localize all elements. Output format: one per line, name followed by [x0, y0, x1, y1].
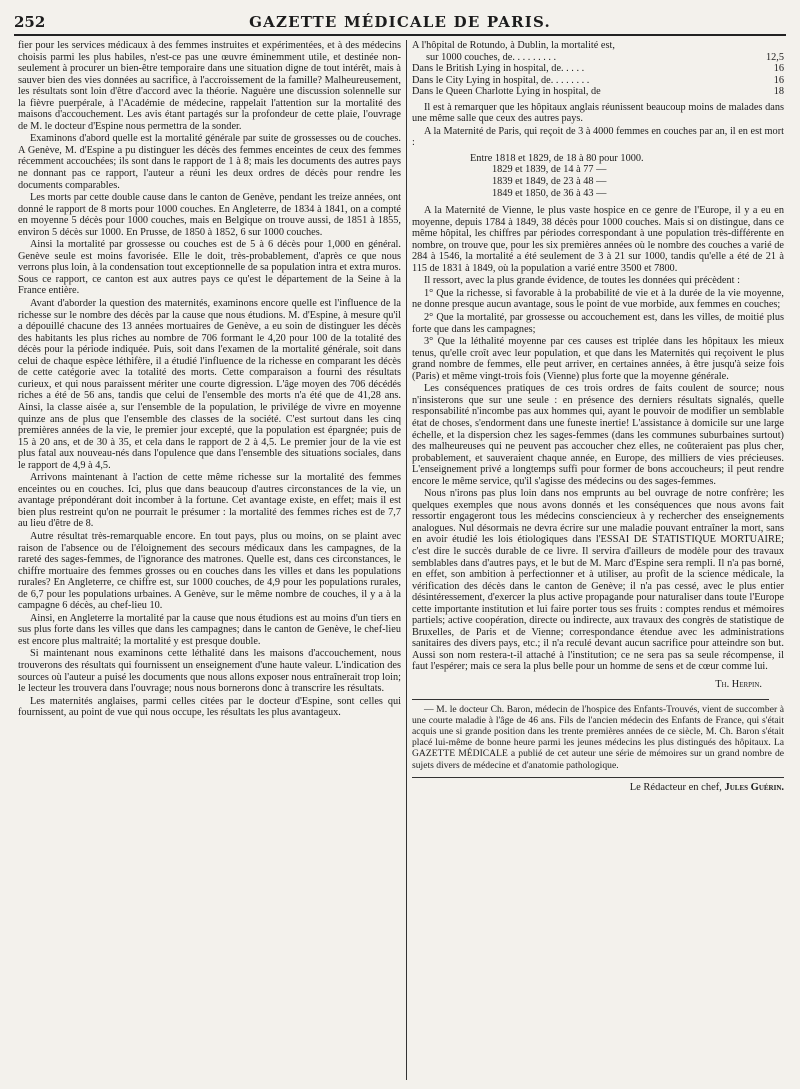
- paragraph: fier pour les services médicaux à des femmes instruites et expérimentées, et à des médecins choisis parmi les plus habiles, n'est-ce pas une œuvre éminemment utile, et destinée non-seulement à procurer un bien-être temporaire dans une situation digne de tout intérêt, mais à sauver bien des vies données au sacrifice, à l'accroissement de la famille? Malheureusement, les résultats sont loin d'être d'accord avec la théorie. Naguère une discussion solennelle sur la fièvre puerpérale, à l'Académie de médecine, rappelait l'attention sur la mortalité des maisons d'accouchement. Les avis étant partagés sur la profondeur de cette plaie, l'ouvrage de M. le docteur d'Espine nous permettra de la sonder.: [18, 40, 401, 132]
- paragraph: 3° Que la léthalité moyenne par ces causes est triplée dans les hôpitaux les mieux tenus, qu'elle croît avec leur population, et que dans les Maternités qui reçoivent le plus grand nombre de femmes, elle peut arriver, en certaines années, à être jusqu'à seize fois (Paris) et même vingt-trois fois (Vienne) plus forte que la moyenne générale.: [412, 336, 784, 382]
- paragraph: Les maternités anglaises, parmi celles citées par le docteur d'Espine, sont celles qui fournissent, au point de vue qui nous occupe, les résultats les plus avantageux.: [18, 695, 401, 719]
- list-item-label: A l'hôpital de Rotundo, à Dublin, la mortalité est,: [412, 40, 615, 51]
- paragraph: Il ressort, avec la plus grande évidence, de toutes les données qui précèdent :: [424, 275, 740, 287]
- paragraph: Ainsi, en Angleterre la mortalité par la cause que nous étudions est au moins d'un tiers en sus plus forte dans les villes que dans les campagnes; dans le canton de Genève, le chef-lieu est encore plus maltraité; la mortalité y est presque double.: [18, 612, 401, 647]
- table-row: 1829 et 1839, de 14 à 77 —: [492, 164, 607, 176]
- paragraph: Ainsi la mortalité par grossesse ou couches est de 5 à 6 décès pour 1,000 en général. Genève seule est moins favorisée. Elle le doit, très-probablement, d'après ce que nous verrons plus loin, à la condensation tout exceptionnelle de sa population intra et extra muros. Sous ce rapport, ce canton est aux autres pays ce qu'est le département de la Seine à la France entière.: [18, 239, 401, 297]
- page-header: [14, 8, 786, 36]
- paragraph: Il est à remarquer que les hôpitaux anglais réunissent beaucoup moins de malades dans une même salle que ceux des autres pays.: [412, 101, 784, 125]
- list-item: [412, 52, 784, 64]
- table-row: 1839 et 1849, de 23 à 48 —: [492, 176, 607, 188]
- paragraph: Les morts par cette double cause dans le canton de Genève, pendant les treize années, ont donné le rapport de 8 morts pour 1000 couches. En Angleterre, de 1834 à 1841, on a compté en moyenne 5 décès pour 1000 couches, mais en Belgique on trouve aussi, de 1851 à 1855, environ 5 décès sur 1000. En Prusse, de 1850 à 1852, 6 sur 1000 couches.: [18, 192, 401, 238]
- list-item-value: 16: [773, 74, 784, 86]
- list-item-label: Dans le Queen Charlotte Lying in hospital, de: [412, 86, 601, 98]
- list-item-label: sur 1000 couches, de. . . . . . . . .: [426, 51, 557, 63]
- editor-line: [412, 782, 784, 794]
- paragraph: 2° Que la mortalité, par grossesse ou accouchement est, dans les villes, de moitié plus forte que dans les campagnes;: [412, 312, 784, 335]
- list-item: [412, 75, 784, 87]
- author-signature: Th. Herpin.: [715, 678, 762, 690]
- paris-maternity-table: [412, 153, 784, 199]
- hospital-mortality-list: [412, 40, 784, 98]
- table-row: Entre 1818 et 1829, de 18 à 80 pour 1000.: [470, 152, 644, 164]
- paragraph: Arrivons maintenant à l'action de cette même richesse sur la mortalité des femmes enceintes ou en couches. Ici, plus que dans beaucoup d'autres circonstances de la vie, un avantage prépondérant doit incomber à la fortune. Cet avantage existe, en effet; mais il est bien plus restreint qu'on ne pourrait le présumer : la mortalité des femmes riches est de 7,7 au lieu d'être de 8.: [18, 472, 401, 530]
- list-item-value: 16: [773, 63, 784, 75]
- table-row: 1849 et 1850, de 36 à 43 —: [492, 187, 607, 199]
- note-divider: [412, 699, 769, 700]
- editor-label: Le Rédacteur en chef,: [629, 781, 722, 793]
- journal-title: GAZETTE MÉDICALE DE PARIS.: [249, 13, 551, 31]
- editor-name: Jules Guérin.: [724, 781, 784, 793]
- paragraph: A la Maternité de Vienne, le plus vaste hospice en ce genre de l'Europe, il y a eu en moyenne, depuis 1784 à 1849, 38 décès pour 1000 couches. Mais si on distingue, dans ce même hôpital, les chiffres par périodes correspondant à une population très-différente en nombre, on trouve que, pour les six premières années où le nombre des couches a varié de 284 à 1546, la mortalité a été seulement de 3 à 21 sur 1000, tandis qu'elle a été de 21 à 115 de 1831 à 1849, où la population a varié entre 3500 et 7800.: [412, 205, 784, 274]
- paragraph: Nous n'irons pas plus loin dans nos emprunts au bel ouvrage de notre confrère; les quelques exemples que nous avons donnés et les conséquences que nous avons fait ressortir engageront tous les médecins consciencieux à y rechercher des enseignements analogues. Nul désormais ne devra écrire sur une maladie pouvant entraîner la mort, sans en avoir étudié les lois étiologiques dans l'ESSAI DE STATISTIQUE MORTUAIRE; c'est dire le succès durable de ce livre. Il servira d'ailleurs de modèle pour des travaux semblables dans d'autres pays, et le but de M. Marc d'Espine sera rempli. Il n'a pas borné, en effet, son ambition à perfectionner et à utiliser, au profit de la science médicale, la vérification des décès dans le canton de Genève; il n'a pas cessé, avec le plus entier désintéressement, d'exercer la plus active propagande pour naturaliser dans toute l'Europe cette importante institution et lui faire porter tous ses fruits : comptes rendus et mémoires partiels; active coopération, directe ou indirecte, aux travaux des congrès de statistique de Bruxelles, de Paris et de Vienne; correspondance étendue avec les administrations sanitaires des divers pays, etc.; il n'a reculé devant aucun sacrifice pour atteindre son but. Aussi son nom restera-t-il attaché à l'institution; ce ne sera pas sa seule récompense, il faut l'espérer; mais ce sera la plus belle pour un homme de sens et de cœur comme lui.: [412, 488, 784, 673]
- paragraph: Les conséquences pratiques de ces trois ordres de faits coulent de source; nous n'insisterons que sur une seule : en présence des derniers résultats signalés, quelle responsabilité n'incombe pas aux hommes qui, ayant le pouvoir de modifier un semblable état de choses, s'endorment dans une funeste inertie! L'assistance à domicile sur une large échelle, et la dispersion chez les sages-femmes (dans les communes suburbaines surtout) des malheureuses qui ne peuvent pas accoucher chez elles, ne coûteraient pas plus cher, probablement, et sauveraient chaque année, en Europe, des milliers de vies précieuses. L'enseignement privé a longtemps suffi pour former de bons accoucheurs; il peut rendre encore le même service, qu'il s'agisse des médecins ou des sages-femmes.: [412, 383, 784, 487]
- paragraph: 1° Que la richesse, si favorable à la probabilité de vie et à la durée de la vie moyenne, ne donne presque aucun avantage, sous le point de vue morbide, aux femmes en couches;: [412, 287, 784, 311]
- paragraph: Autre résultat très-remarquable encore. En tout pays, plus ou moins, on se plaint avec raison de l'absence ou de l'éloignement des secours médicaux dans les campagnes, de la rareté des sages-femmes, de l'ignorance des matrones. Quelle est, dans ces circonstances, le chiffre mortuaire des femmes grosses ou en couches dans les villes et dans les populations rurales? En Angleterre, ce chiffre est, sur 1000 couches, de 4,9 pour les populations rurales, de 6,7 pour les populations urbaines. A Genève, sur le même nombre de couches, il y a à la campagne 6 décès, au chef-lieu 10.: [18, 530, 401, 612]
- list-item-value: 12,5: [765, 51, 784, 63]
- list-item: [412, 40, 784, 52]
- column-divider: [406, 40, 407, 1080]
- paragraph: Avant d'aborder la question des maternités, examinons encore quelle est l'influence de la richesse sur le nombre des décès par la cause que nous étudions. M. d'Espine, à mesure qu'il a dépouillé chacune des 13 années mortuaires de Genève, a eu soin de distinguer les décès des habitants les plus riches au nombre de 706 formant le 4,20 pour 100 de la totalité des décès pour la période indiquée. Puis, soit dans l'examen de la mortalité générale, soit dans celui de chaque espèce léthifère, il a étudié l'influence de la richesse en comparant les décès de cette catégorie avec la totalité des morts. Cette comparaison a fourni des résultats curieux, et qui nous paraissent mériter une courte digression. L'âge moyen des 706 décédés riches a été de 56 ans, tandis que celui de l'ensemble des morts n'a été que de 41,28 ans. Ainsi, la classe aisée a, sur l'ensemble de la population, le privilége de vivre en moyenne quinze ans de plus que l'ensemble des classes de la société. C'est surtout dans les cinq premières années de la vie, le premier jour excepté, que la population est épargnée; puis de 15 à 20 ans, et de 30 à 35, et cela dans le rapport de 2 à 4,5. Le premier jour de la vie est plus fatal aux nouveau-nés dans l'opulence que dans l'ensemble des situations sociales, dans le rapport de 4,9 à 4,5.: [18, 298, 401, 471]
- paragraph: Si maintenant nous examinons cette léthalité dans les maisons d'accouchement, nous trouverons des résultats qui fournissent un enseignement d'une haute valeur. L'indication des sources où l'auteur a puisé les documents que nous allons exposer nous entraînerait trop loin; le lecteur les trouvera dans l'ouvrage; nous nous bornerons donc à transcrire les résultats.: [18, 648, 401, 695]
- page-number: 252: [14, 13, 46, 31]
- obituary-note: — M. le docteur Ch. Baron, médecin de l'hospice des Enfants-Trouvés, vient de succomber à une courte maladie à l'âge de 46 ans. Fils de l'ancien médecin des Enfants de France, qui s'était acquis une si grande position dans les trente premières années de ce siècle, M. Ch. Baron s'était placé lui-même de bonne heure parmi les jeunes médecins les plus distingués des hôpitaux. La GAZETTE MÉDICALE a publié de cet auteur une série de mémoires sur un grand nombre de sujets divers de médecine et d'anatomie pathologique.: [412, 703, 784, 771]
- paragraph: A la Maternité de Paris, qui reçoit de 3 à 4000 femmes en couches par an, il en est mort :: [412, 125, 784, 149]
- list-item: [412, 63, 784, 75]
- list-item-value: [750, 40, 784, 52]
- list-item-value: 18: [773, 86, 784, 98]
- right-column: [412, 40, 784, 1078]
- list-item: [412, 86, 784, 98]
- list-item-label: Dans le City Lying in hospital, de. . . . . . . .: [412, 74, 590, 86]
- left-column: [18, 40, 401, 1078]
- list-item-label: Dans le British Lying in hospital, de. . . . .: [412, 63, 585, 75]
- paragraph: Examinons d'abord quelle est la mortalité générale par suite de grossesses ou de couches. A Genève, M. d'Espine a pu distinguer les décès des femmes enceintes de ceux des femmes récemment accouchées; ils sont dans le rapport de 1 à 8; mais les documents des autres pays ne donnant pas ce rapport, l'auteur a réuni les deux ordres de décès pour rendre les documents comparables.: [18, 133, 401, 191]
- footer-divider: [412, 777, 784, 778]
